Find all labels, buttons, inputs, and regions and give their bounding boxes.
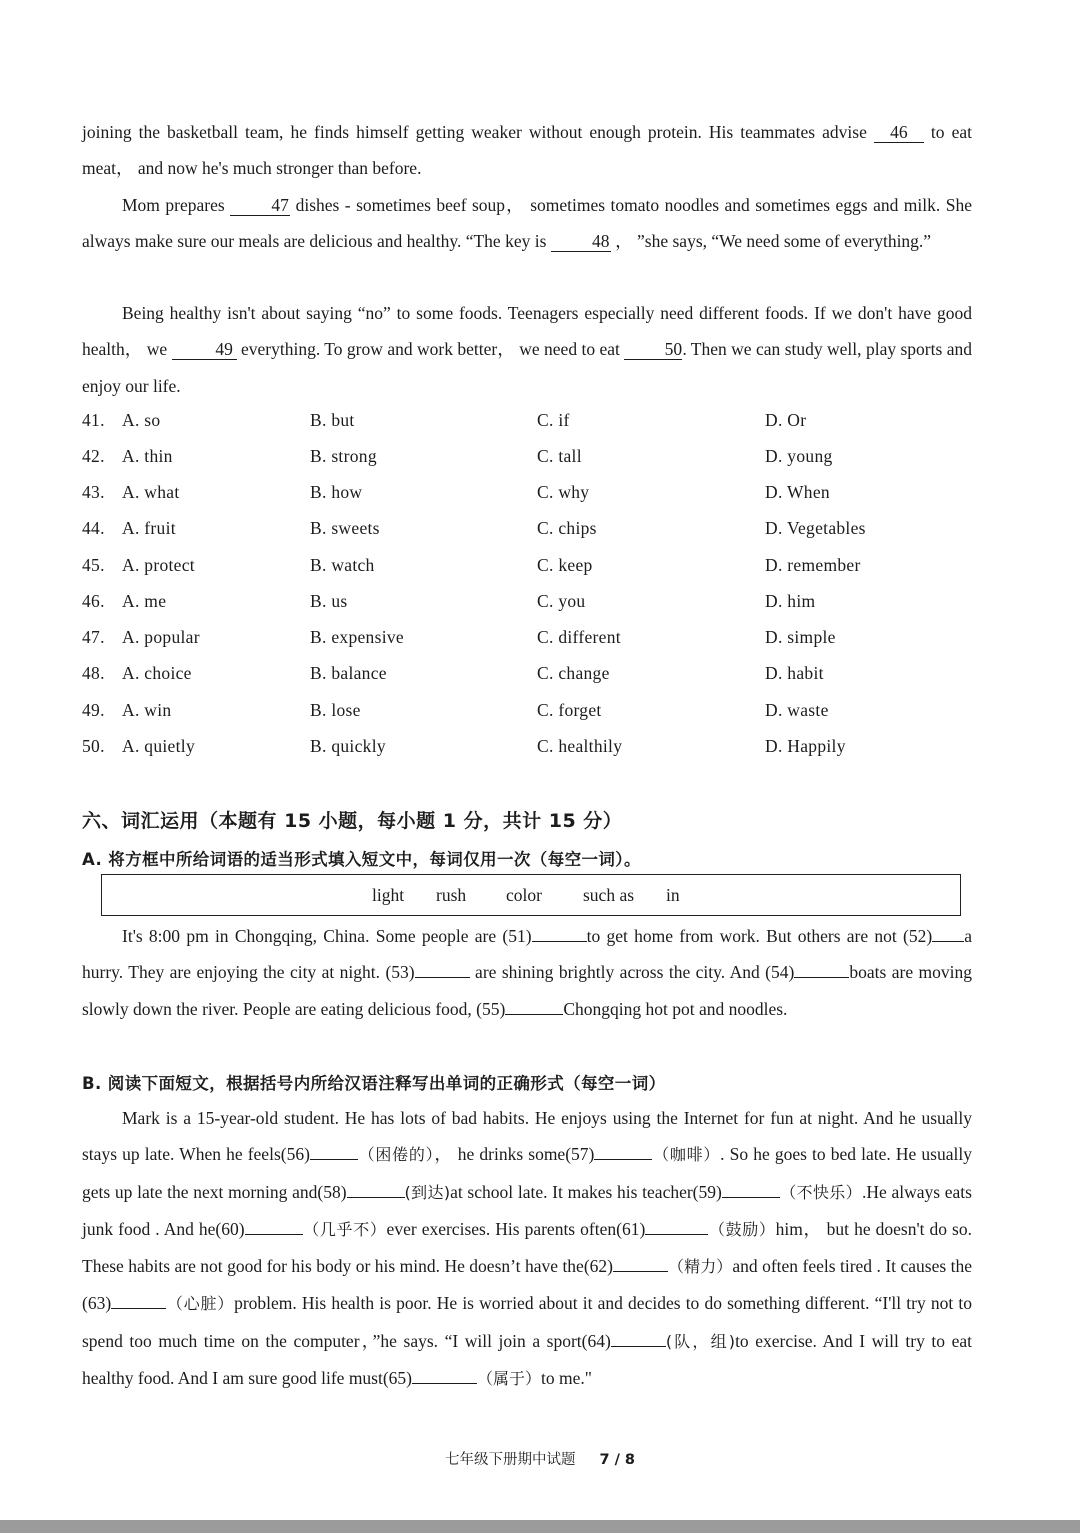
word-light: light [372,885,405,905]
bottom-edge-band [0,1520,1080,1533]
section-6-title: 六、词汇运用（本题有 15 小题，每小题 1 分，共计 15 分） [82,810,623,832]
part-b-title: B. 阅读下面短文，根据括号内所给汉语注释写出单词的正确形式（每空一词） [82,1074,666,1093]
option-d[interactable]: D. habit [765,663,824,683]
part-a-title: A. 将方框中所给词语的适当形式填入短文中，每词仅用一次（每空一词）。 [82,850,641,869]
part-b-passage [82,1100,972,1397]
passage-text: to exercise. And I will try to eat healthy food. And I am sure good life must(65) [82,1330,972,1389]
passage-text: It's 8:00 pm in Chongqing, China. Some people are (51) [122,926,532,946]
chinese-hint: （鼓励） [708,1219,776,1239]
word-color: color [506,885,542,905]
option-b[interactable]: B. lose [310,700,361,720]
blank-60[interactable] [245,1234,303,1235]
passage-text: to eat meat， and now he's much stronger than before. [82,122,972,179]
passage-text: and often feels tired . It causes the (63) [82,1256,972,1314]
option-a[interactable]: A. fruit [122,518,176,538]
chinese-hint: （几乎不） [302,1219,387,1239]
page-number: 7 / 8 [599,1452,636,1468]
blank-65[interactable] [412,1383,477,1384]
passage-text: ， ”she says, “We need some of everything.” [610,231,932,252]
passage-text: ever exercises. His parents often(61) [386,1218,646,1239]
option-c[interactable]: C. forget [537,700,602,720]
blank-59[interactable] [722,1197,780,1198]
option-d[interactable]: D. simple [765,627,836,647]
passage-text: at school late. It makes his teacher(59) [450,1181,722,1202]
question-number: 45. [82,555,105,575]
blank-54[interactable] [794,977,849,978]
option-c[interactable]: C. change [537,663,610,683]
blank-47[interactable]: 47 [230,195,290,216]
passage-text: problem. His health is poor. He is worried about it and decides to do something different. “I'll try not to spend too much time on the computer，”he says. “I will join a sport(64) [82,1293,972,1351]
option-b[interactable]: B. watch [310,555,375,575]
option-a[interactable]: A. choice [122,663,192,683]
option-a[interactable]: A. quietly [122,736,195,756]
chinese-hint: （困倦的） [357,1145,435,1165]
chinese-hint: （属于） [477,1369,542,1389]
word-rush: rush [436,885,467,905]
passage-text: ， he drinks some(57) [434,1144,595,1165]
option-b[interactable]: B. sweets [310,518,380,538]
blank-46[interactable]: 46 [874,122,924,143]
blank-55[interactable] [505,1014,563,1015]
question-number: 47. [82,627,105,647]
blank-58[interactable] [347,1197,405,1198]
option-b[interactable]: B. expensive [310,627,404,647]
option-c[interactable]: C. if [537,410,570,430]
option-b[interactable]: B. us [310,591,348,611]
page-footer [0,1448,1080,1469]
option-c[interactable]: C. chips [537,518,597,538]
passage-text: to me." [541,1368,592,1389]
question-number: 48. [82,663,105,683]
option-c[interactable]: C. healthily [537,736,623,756]
blank-52[interactable] [932,941,964,942]
chinese-hint: （心脏） [166,1294,235,1314]
passage-text: Being healthy isn't about saying “no” to some foods. Teenagers especially need different foods. If we don't have good health， we [82,303,972,360]
option-d[interactable]: D. Vegetables [765,518,866,538]
chinese-hint: （咖啡） [652,1145,721,1165]
question-number: 46. [82,591,105,611]
option-c[interactable]: C. you [537,591,586,611]
part-a-passage [82,918,972,1027]
question-number: 43. [82,482,105,502]
blank-51[interactable] [532,941,587,942]
option-d[interactable]: D. remember [765,555,861,575]
passage-text: are shining brightly across the city. And (54) [469,962,795,983]
blank-57[interactable] [594,1159,652,1160]
option-d[interactable]: D. waste [765,700,829,720]
footer-title: 七年级下册期中试题 [444,1452,576,1468]
option-a[interactable]: A. me [122,591,167,611]
blank-64[interactable] [611,1346,666,1347]
question-number: 41. [82,410,105,430]
option-d[interactable]: D. him [765,591,816,611]
option-d[interactable]: D. Happily [765,736,846,756]
passage-text: dishes - sometimes beef soup， sometimes tomato noodles and sometimes eggs and milk. She always make sure our meals are delicious and healthy. “The key is [82,195,972,252]
passage-text: to get home from work. But others are not (52) [586,926,933,946]
passage-text: boats are moving slowly down the river. People are eating delicious food, (55) [82,962,972,1019]
option-c[interactable]: C. keep [537,555,593,575]
option-a[interactable]: A. what [122,482,180,502]
option-d[interactable]: D. Or [765,410,807,430]
blank-50[interactable]: 50 [624,339,682,360]
option-d[interactable]: D. When [765,482,830,502]
blank-62[interactable] [613,1271,668,1272]
option-b[interactable]: B. quickly [310,736,386,756]
option-c[interactable]: C. why [537,482,590,502]
passage-text: joining the basketball team, he finds himself getting weaker without enough protein. His teammates advise [82,122,874,142]
passage-text: .He always eats junk food . And he(60) [82,1181,972,1239]
passage-text: . So he goes to bed late. He usually gets up late the next morning and(58) [82,1144,972,1202]
option-a[interactable]: A. thin [122,446,173,466]
passage-paragraph-1 [82,114,972,187]
chinese-hint: (队，组) [665,1331,736,1351]
passage-paragraph-2 [82,187,972,260]
blank-61[interactable] [645,1234,708,1235]
chinese-hint: (到达) [404,1182,451,1202]
blank-48[interactable]: 48 [551,231,611,252]
blank-49[interactable]: 49 [172,339,237,360]
option-c[interactable]: C. tall [537,446,582,466]
passage-text: Chongqing hot pot and noodles. [563,998,788,1019]
option-b[interactable]: B. balance [310,663,387,683]
passage-paragraph-3 [82,295,972,404]
word-such-as: such as [583,885,635,905]
passage-text: everything. To grow and work better， we need to eat [236,339,625,360]
question-number: 49. [82,700,105,720]
option-b[interactable]: B. how [310,482,363,502]
blank-63[interactable] [111,1308,166,1309]
passage-text: Mom prepares [122,195,231,215]
passage-text: Mark is a 15-year-old student. He has lots of bad habits. He enjoys using the Internet for fun at night. And he usually stays up late. When he feels(56) [82,1108,972,1165]
question-number: 44. [82,518,105,538]
chinese-hint: （精力） [667,1257,733,1277]
question-number: 50. [82,736,105,756]
option-a[interactable]: A. win [122,700,172,720]
blank-53[interactable] [415,977,470,978]
passage-text: . Then we can study well, play sports and enjoy our life. [82,339,972,396]
option-a[interactable]: A. popular [122,627,200,647]
blank-56[interactable] [310,1159,358,1160]
question-number: 42. [82,446,105,466]
option-d[interactable]: D. young [765,446,833,466]
option-b[interactable]: B. strong [310,446,377,466]
option-a[interactable]: A. protect [122,555,195,575]
word-box [101,874,961,916]
chinese-hint: （不快乐） [779,1182,862,1202]
passage-text: a hurry. They are enjoying the city at night. (53) [82,926,972,983]
option-a[interactable]: A. so [122,410,161,430]
word-in: in [666,885,680,905]
option-b[interactable]: B. but [310,410,355,430]
passage-text: him， but he doesn't do so. These habits are not good for his body or his mind. He doesn’t have the(62) [82,1218,972,1277]
option-c[interactable]: C. different [537,627,621,647]
